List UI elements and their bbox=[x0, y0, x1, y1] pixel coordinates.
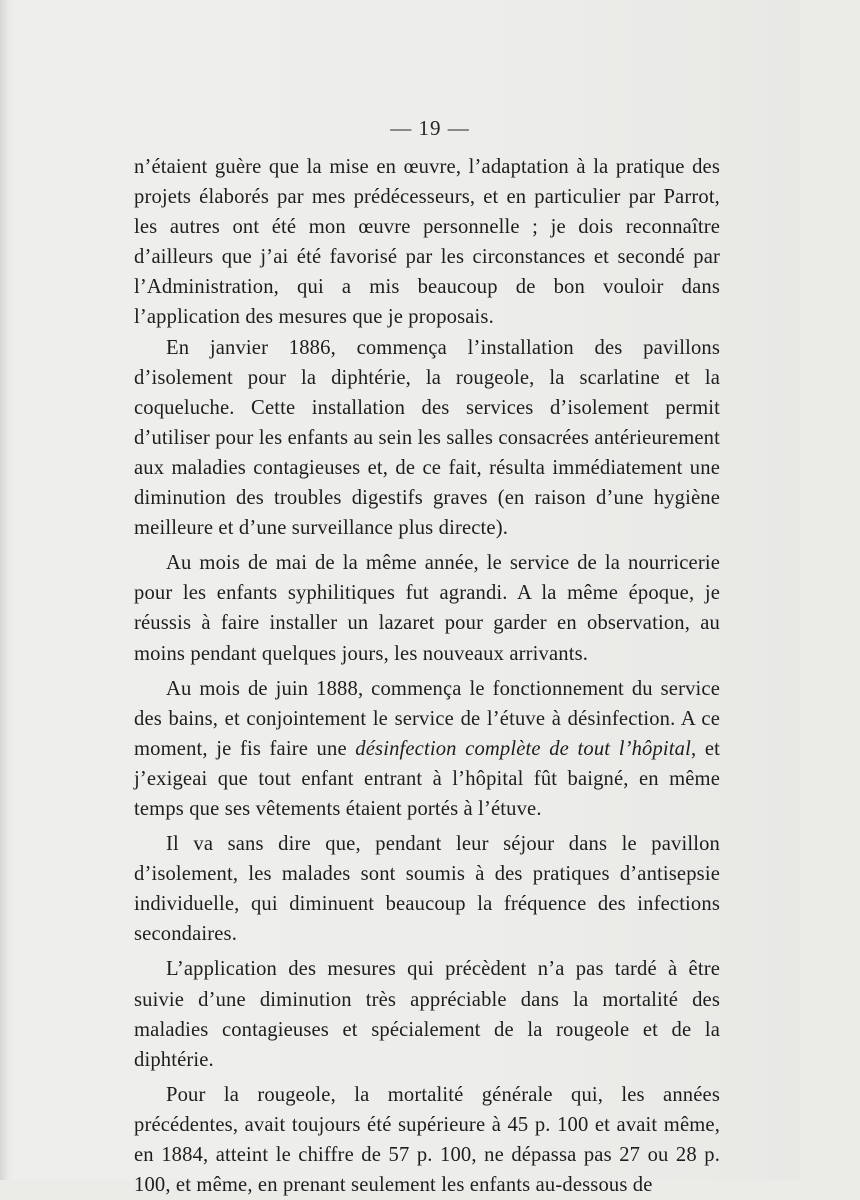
paragraph-3: Au mois de mai de la même année, le service de la nourricerie pour les enfants syphilitiques fut agrandi. A la même époque, je réussis à faire installer un lazaret pour garder en observation, au moins pendant quelques jours, les nouveaux arrivants. bbox=[134, 552, 720, 665]
paragraph-4-italic: désinfection complète de tout l’hôpital bbox=[355, 737, 691, 760]
paragraph-1: n’étaient guère que la mise en œuvre, l’adaptation à la pratique des projets élaborés par mes prédécesseurs, et en particulier par Parrot, les autres ont été mon œuvre personnelle ; je dois reconnaître d’ailleurs que j’ai été favorisé par les circonstances et secondé par l’Administration, qui a mis beaucoup de bon vouloir dans l’application des mesures que je proposais. bbox=[134, 156, 720, 329]
page-edge-shadow bbox=[0, 0, 8, 1180]
paragraph-4-start: Au mois de juin 1888, commença le fonctionnement du service des bains, et conjointement le service de l’étuve à désinfection. A ce moment, je fis faire une bbox=[134, 677, 720, 760]
paragraph-5: Il va sans dire que, pendant leur séjour dans le pavillon d’isolement, les malades sont soumis à des pratiques d’antisepsie individuelle, qui diminuent beaucoup la fréquence des infections secondaires. bbox=[134, 833, 720, 946]
paragraph-6: L’application des mesures qui précèdent n’a pas tardé à être suivie d’une diminution très appréciable dans la mortalité des maladies contagieuses et spécialement de la rougeole et de la diphtérie. bbox=[134, 958, 720, 1071]
paragraph-4 bbox=[134, 674, 720, 824]
page-number: — 19 — bbox=[390, 116, 470, 140]
paragraph-4-end: , et j’exigeai que tout enfant entrant à l’hôpital fût baigné, en même temps que ses vêtements étaient portés à l’étuve. bbox=[134, 737, 720, 820]
paragraph-2: En janvier 1886, commença l’installation des pavillons d’isolement pour la diphtérie, la rougeole, la scarlatine et la coqueluche. Cette installation des services d’isolement permit d’utiliser pour les enfants au sein les salles consacrées antérieurement aux maladies contagieuses et, de ce fait, résulta immédiatement une diminution des troubles digestifs graves (en raison d’une hygiène meilleure et d’une surveillance plus directe). bbox=[134, 336, 720, 540]
body-text bbox=[134, 152, 720, 1200]
paragraph-7: Pour la rougeole, la mortalité générale qui, les années précédentes, avait toujours été supérieure à 45 p. 100 et avait même, en 1884, atteint le chiffre de 57 p. 100, ne dépassa pas 27 ou 28 p. 100, et même, en prenant seulement les enfants au-dessous de bbox=[134, 1083, 720, 1197]
